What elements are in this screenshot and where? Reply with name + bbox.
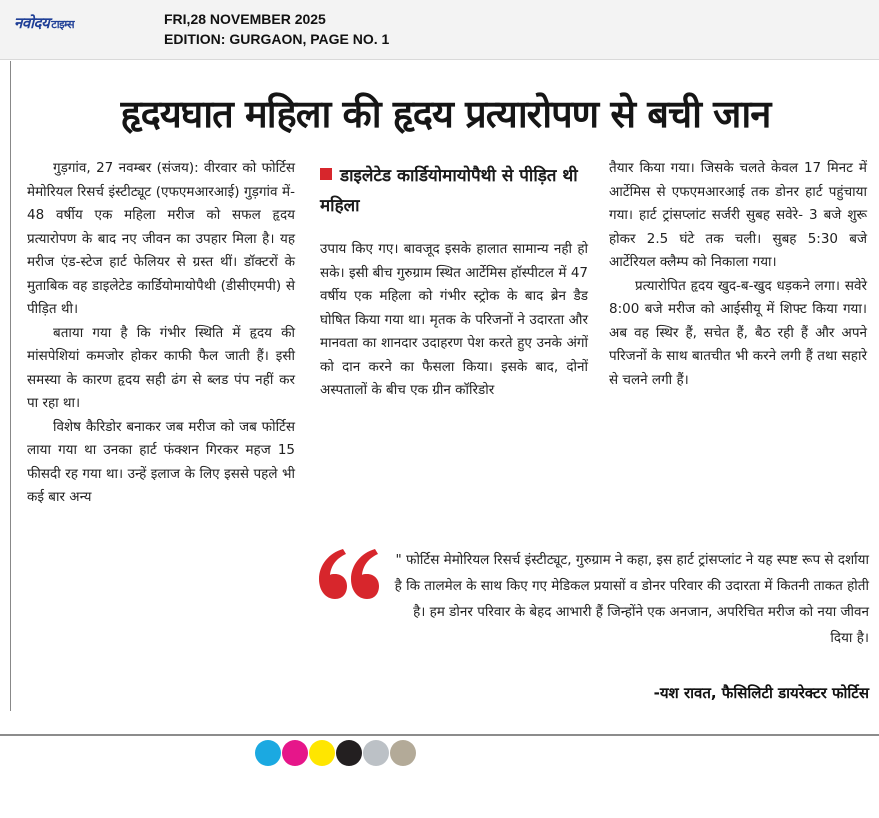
registration-marks (255, 740, 416, 766)
article-column-2 (320, 238, 588, 403)
article-subhead (320, 161, 590, 221)
quote-attribution: -यश रावत, फैसिलिटी डायरेक्टर फोर्टिस (653, 684, 869, 702)
paragraph: प्रत्यारोपित हृदय खुद-ब-खुद धड़कने लगा। सवेरे 8:00 बजे मरीज को आईसीयू में शिफ्ट किया गया। अब वह स्थिर हैं, सचेत हैं, बैठ रही हैं और अपने परिजनों के साथ बातचीत भी करने लगी हैं तथा सहारे से चलने लगी हैं। (609, 277, 867, 388)
article-column-1 (27, 157, 295, 510)
bottom-divider (0, 734, 879, 736)
magenta-dot (282, 740, 308, 766)
article-clipping (10, 61, 879, 711)
paragraph: उपाय किए गए। बावजूद इसके हालात सामान्य नही हो सके। इसी बीच गुरुग्राम स्थित आर्टेमिस हॉस्पीटल में 47 वर्षीय एक महिला को गंभीर स्ट्रोक के बाद ब्रेन डैड घोषित किया गया था। मृतक के परिजनों ने उदारता और मानवता का शानदार उदाहरण पेश करते हुए उनके अंगों को दान करने का फैसला किया। इसके बाद, दोनों अस्पतालों के बीच एक ग्रीन कॉरिडोर (320, 241, 588, 398)
logo-main: नवोदय (14, 14, 50, 32)
date-line: FRI,28 NOVEMBER 2025 (164, 11, 326, 27)
red-square-bullet-icon (320, 168, 332, 180)
pull-quote: " फोर्टिस मेमोरियल रिसर्च इंस्टीट्यूट, गुरुग्राम ने कहा, इस हार्ट ट्रांसप्लांट ने यह स्पष्ट रूप से दर्शाया है कि तालमेल के साथ किए गए मेडिकल प्रयासों व डोनर परिवार की उदारता में कितनी ताकत होती है। हम डोनर परिवार के बेहद आभारी हैं जिन्होंने एक अनजान, अपरिचित मरीज को नया जीवन दिया है। (394, 552, 869, 646)
edition-info (164, 9, 389, 49)
yellow-dot (309, 740, 335, 766)
newspaper-logo (14, 13, 74, 33)
article-headline: हृदयघात महिला की हृदय प्रत्यारोपण से बची जान (120, 92, 771, 136)
paragraph: बताया गया है कि गंभीर स्थिति में हृदय की मांसपेशियां कमजोर होकर काफी फैल जाती हैं। इसी समस्या के कारण हृदय सही ढंग से ब्लड पंप नहीं कर पा रहा था। (27, 324, 295, 411)
subhead-text: डाइलेटेड कार्डियोमायोपैथी से पीड़ित थी महिला (320, 166, 578, 216)
paragraph: विशेष कैरिडोर बनाकर जब मरीज को जब फोर्टिस लाया गया था उनका हार्ट फंक्शन गिरकर महज 15 फीसदी रह गया था। उन्हें इलाज के लिए इससे पहले भी कई बार अन्य (27, 418, 295, 505)
paragraph: गुड़गांव, 27 नवम्बर (संजय): वीरवार को फोर्टिस मेमोरियल रिसर्च इंस्टीट्यूट (एफएमआरआई) गुड़गांव में- 48 वर्षीय एक महिला मरीज को सफल हृदय प्रत्यारोपण के बाद नए जीवन का उपहार मिला है। यह मरीज एंड-स्टेज हार्ट फेलियर से ग्रस्त थीं। डॉक्टरों के मुताबिक वह डाइलेटेड कार्डियोमायोपैथी (डीसीएमपी) से पीड़ित थी। (27, 160, 295, 317)
logo-sub: टाइम्स (51, 18, 75, 31)
black-dot (336, 740, 362, 766)
quote-mark-icon (317, 545, 379, 601)
masthead (0, 0, 879, 60)
paragraph: तैयार किया गया। जिसके चलते केवल 17 मिनट में आर्टेमिस से एफएमआरआई तक डोनर हार्ट पहुंचाया गया। हार्ट ट्रांसप्लांट सर्जरी सुबह सवेरे- 3 बजे शुरू होकर 2.5 घंटे तक चली। सुबह 5:30 बजे आर्टेरियल क्लैम्प को निकाला गया। (609, 160, 867, 270)
cyan-dot (255, 740, 281, 766)
article-column-3 (609, 157, 867, 392)
edition-line: EDITION: GURGAON, PAGE NO. 1 (164, 31, 390, 47)
tan-dot (390, 740, 416, 766)
grey-dot (363, 740, 389, 766)
